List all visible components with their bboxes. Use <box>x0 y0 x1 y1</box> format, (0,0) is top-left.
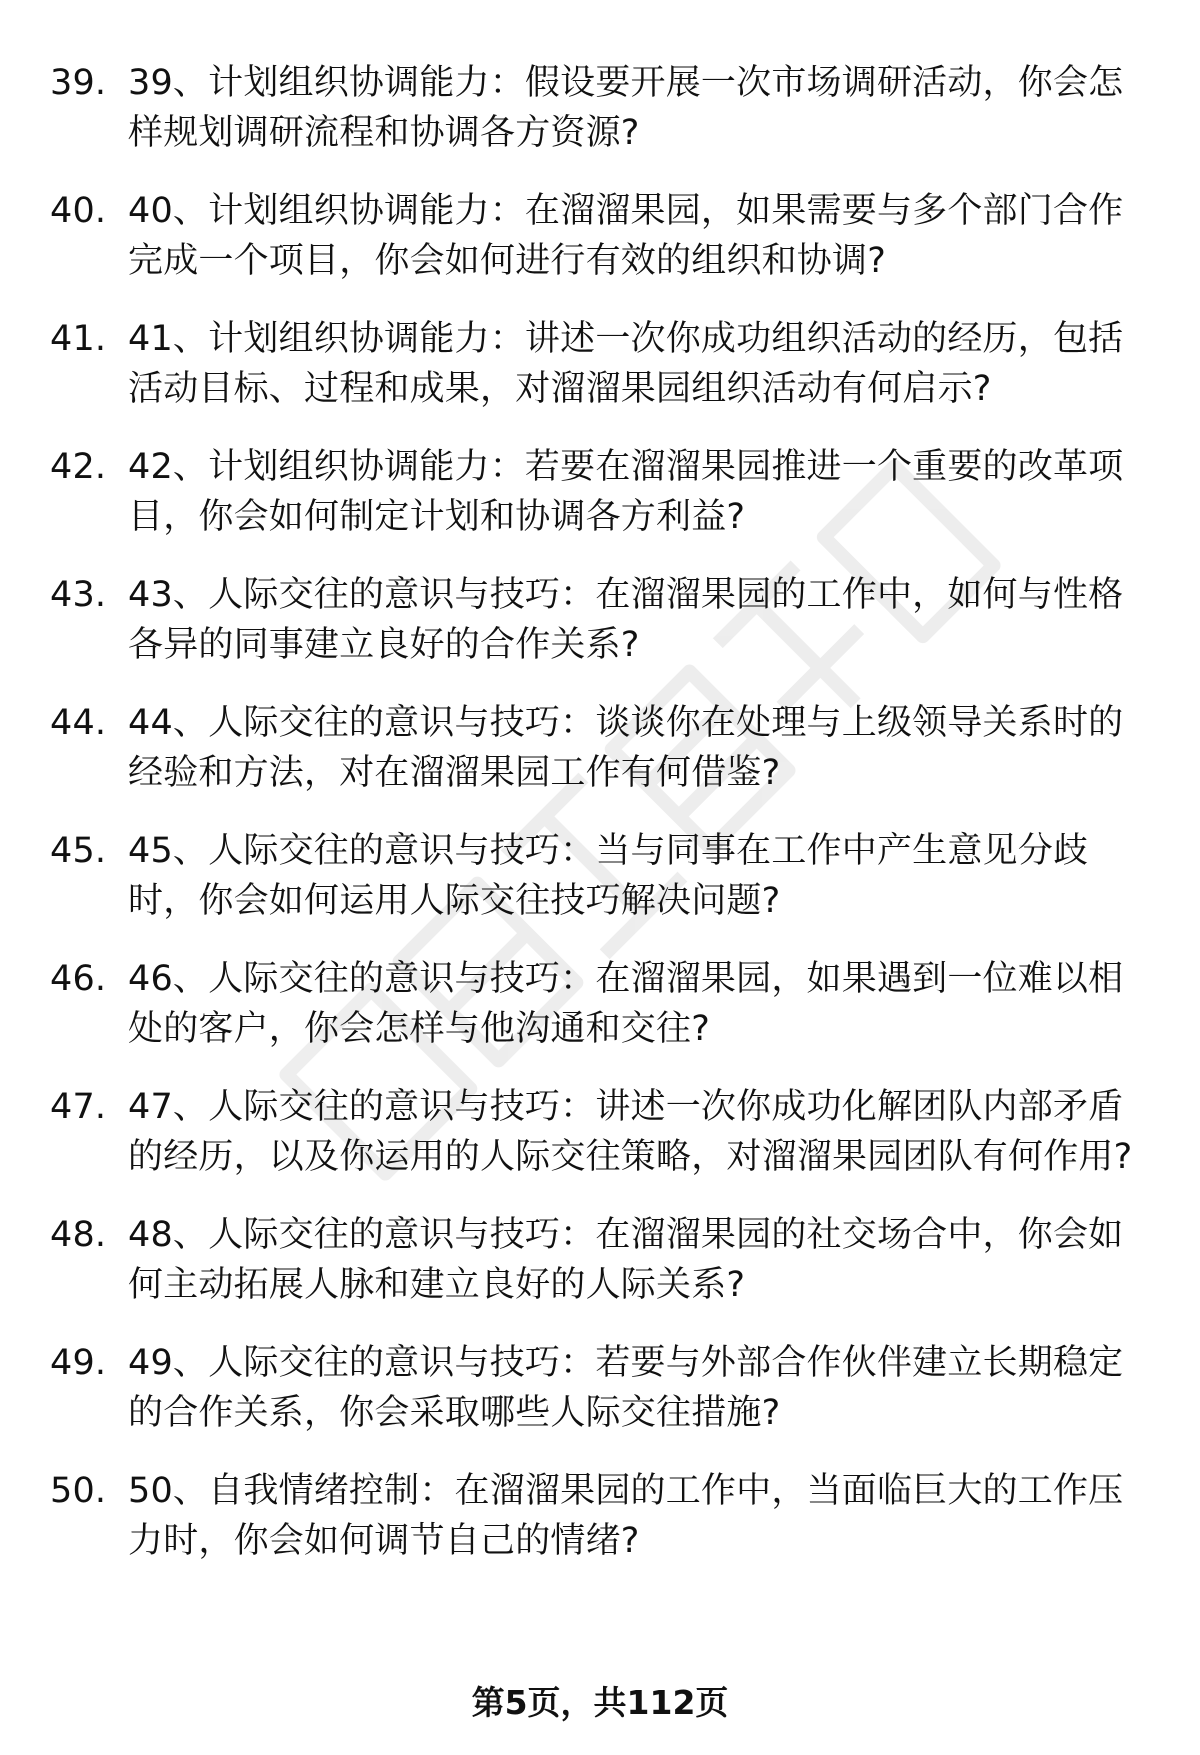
question-text: 42、计划组织协调能力：若要在溜溜果园推进一个重要的改革项目，你会如何制定计划和协调各方利益? <box>128 447 1124 537</box>
question-text: 39、计划组织协调能力：假设要开展一次市场调研活动，你会怎样规划调研流程和协调各方资源? <box>128 63 1124 153</box>
question-text: 49、人际交往的意识与技巧：若要与外部合作伙伴建立长期稳定的合作关系，你会采取哪些人际交往措施? <box>128 1343 1124 1433</box>
list-item <box>0 1210 1200 1310</box>
question-number: 50. <box>50 1471 107 1511</box>
list-item <box>0 570 1200 670</box>
question-text: 45、人际交往的意识与技巧：当与同事在工作中产生意见分歧时，你会如何运用人际交往技巧解决问题? <box>128 831 1089 921</box>
question-number: 42. <box>50 447 107 487</box>
question-text: 48、人际交往的意识与技巧：在溜溜果园的社交场合中，你会如何主动拓展人脉和建立良好的人际关系? <box>128 1215 1124 1305</box>
list-item <box>0 314 1200 414</box>
list-item <box>0 1082 1200 1182</box>
question-number: 45. <box>50 831 107 871</box>
list-item <box>0 1338 1200 1438</box>
question-number: 46. <box>50 959 107 999</box>
question-number: 49. <box>50 1343 107 1383</box>
question-number: 40. <box>50 191 107 231</box>
question-text: 43、人际交往的意识与技巧：在溜溜果园的工作中，如何与性格各异的同事建立良好的合作关系? <box>128 575 1124 665</box>
question-text: 40、计划组织协调能力：在溜溜果园，如果需要与多个部门合作完成一个项目，你会如何进行有效的组织和协调? <box>128 191 1124 281</box>
question-number: 39. <box>50 63 107 103</box>
question-number: 47. <box>50 1087 107 1127</box>
page-indicator: 第5页，共112页 <box>471 1683 729 1722</box>
question-text: 47、人际交往的意识与技巧：讲述一次你成功化解团队内部矛盾的经历，以及你运用的人际交往策略，对溜溜果园团队有何作用? <box>128 1087 1133 1177</box>
list-item <box>0 954 1200 1054</box>
question-text: 41、计划组织协调能力：讲述一次你成功组织活动的经历，包括活动目标、过程和成果，对溜溜果园组织活动有何启示? <box>128 319 1124 409</box>
list-item <box>0 1466 1200 1566</box>
list-item <box>0 442 1200 542</box>
question-number: 41. <box>50 319 107 359</box>
question-list <box>0 58 1200 1594</box>
list-item <box>0 186 1200 286</box>
list-item <box>0 698 1200 798</box>
question-text: 50、自我情绪控制：在溜溜果园的工作中，当面临巨大的工作压力时，你会如何调节自己的情绪? <box>128 1471 1124 1561</box>
question-number: 44. <box>50 703 107 743</box>
question-number: 48. <box>50 1215 107 1255</box>
list-item <box>0 826 1200 926</box>
question-number: 43. <box>50 575 107 615</box>
question-text: 44、人际交往的意识与技巧：谈谈你在处理与上级领导关系时的经验和方法，对在溜溜果园工作有何借鉴? <box>128 703 1124 793</box>
list-item <box>0 58 1200 158</box>
question-text: 46、人际交往的意识与技巧：在溜溜果园，如果遇到一位难以相处的客户，你会怎样与他沟通和交往? <box>128 959 1124 1049</box>
